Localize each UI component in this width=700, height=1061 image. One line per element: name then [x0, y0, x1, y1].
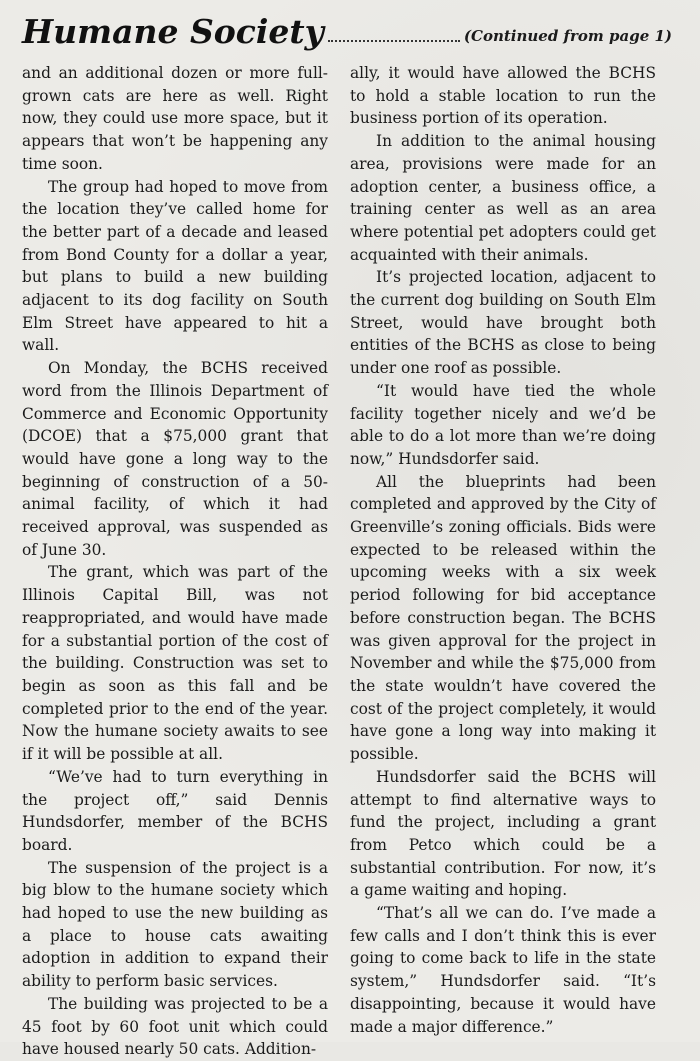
paragraph: The grant, which was part of the Illinois Capital Bill, was not reappropriated, and would have made for a substantial portion of the cost of the building. Construction was set to begin as soon as this fall and be completed prior to the end of the year. Now the humane society awaits to see if it will be possible at all.	[22, 563, 328, 764]
headline: Humane Society	[22, 12, 324, 51]
paragraph: The building was projected to be a 45 foot by 60 foot unit which could have housed nearly 50 cats. Addition-	[22, 994, 328, 1059]
paragraph: ally, it would have allowed the BCHS to hold a stable location to run the business portion of its operation.	[350, 64, 656, 128]
continued-from-label: (Continued from page 1)	[463, 27, 672, 45]
dot-leader	[328, 40, 460, 42]
paragraph: “We’ve had to turn everything in the project off,” said Dennis Hundsdorfer, member of the BCHS board.	[22, 767, 328, 854]
paragraph: Hundsdorfer said the BCHS will attempt to find alternative ways to fund the project, including a grant from Petco which could be a substantial contribution. For now, it’s a game waiting and hoping.	[350, 767, 656, 900]
paragraph: In addition to the animal housing area, provisions were made for an adoption center, a business office, a training center as well as an area where potential pet adopters could get acquainted with their animals.	[350, 132, 656, 264]
article-column-left	[22, 62, 328, 1061]
paragraph: On Monday, the BCHS received word from the Illinois Department of Commerce and Economic Opportunity (DCOE) that a $75,000 grant that would have gone a long way to the beginning of construction of a 50-animal facility, of which it had received approval, was suspended as of June 30.	[22, 359, 328, 559]
paragraph: The group had hoped to move from the location they’ve called home for the better part of a decade and leased from Bond County for a dollar a year, but plans to build a new building adjacent to its dog facility on South Elm Street have appeared to hit a wall.	[22, 177, 328, 355]
paragraph: and an additional dozen or more full-grown cats are here as well. Right now, they could use more space, but it appears that won’t be happening any time soon.	[22, 64, 328, 173]
paragraph: “That’s all we can do. I’ve made a few calls and I don’t think this is ever going to come back to life in the state system,” Hundsdorfer said. “It’s disappointing, because it would have made a major difference.”	[350, 904, 656, 1036]
paragraph: It’s projected location, adjacent to the current dog building on South Elm Street, would have brought both entities of the BCHS as close to being under one roof as possible.	[350, 268, 656, 378]
paragraph: The suspension of the project is a big blow to the humane society which had hoped to use the new building as a place to house cats awaiting adoption in addition to expand their ability to perform basic services.	[22, 858, 328, 991]
paragraph: All the blueprints had been completed and approved by the City of Greenville’s zoning officials. Bids were expected to be released within the upcoming weeks with a six week period following for bid acceptance before construction began. The BCHS was given approval for the project in November and while the $75,000 from the state wouldn’t have covered the cost of the project completely, it would have gone a long way into making it possible.	[350, 472, 656, 764]
paragraph: “It would have tied the whole facility together nicely and we’d be able to do a lot more than we’re doing now,” Hundsdorfer said.	[350, 381, 656, 468]
headline-row	[22, 8, 672, 52]
article-column-right	[350, 62, 656, 1038]
